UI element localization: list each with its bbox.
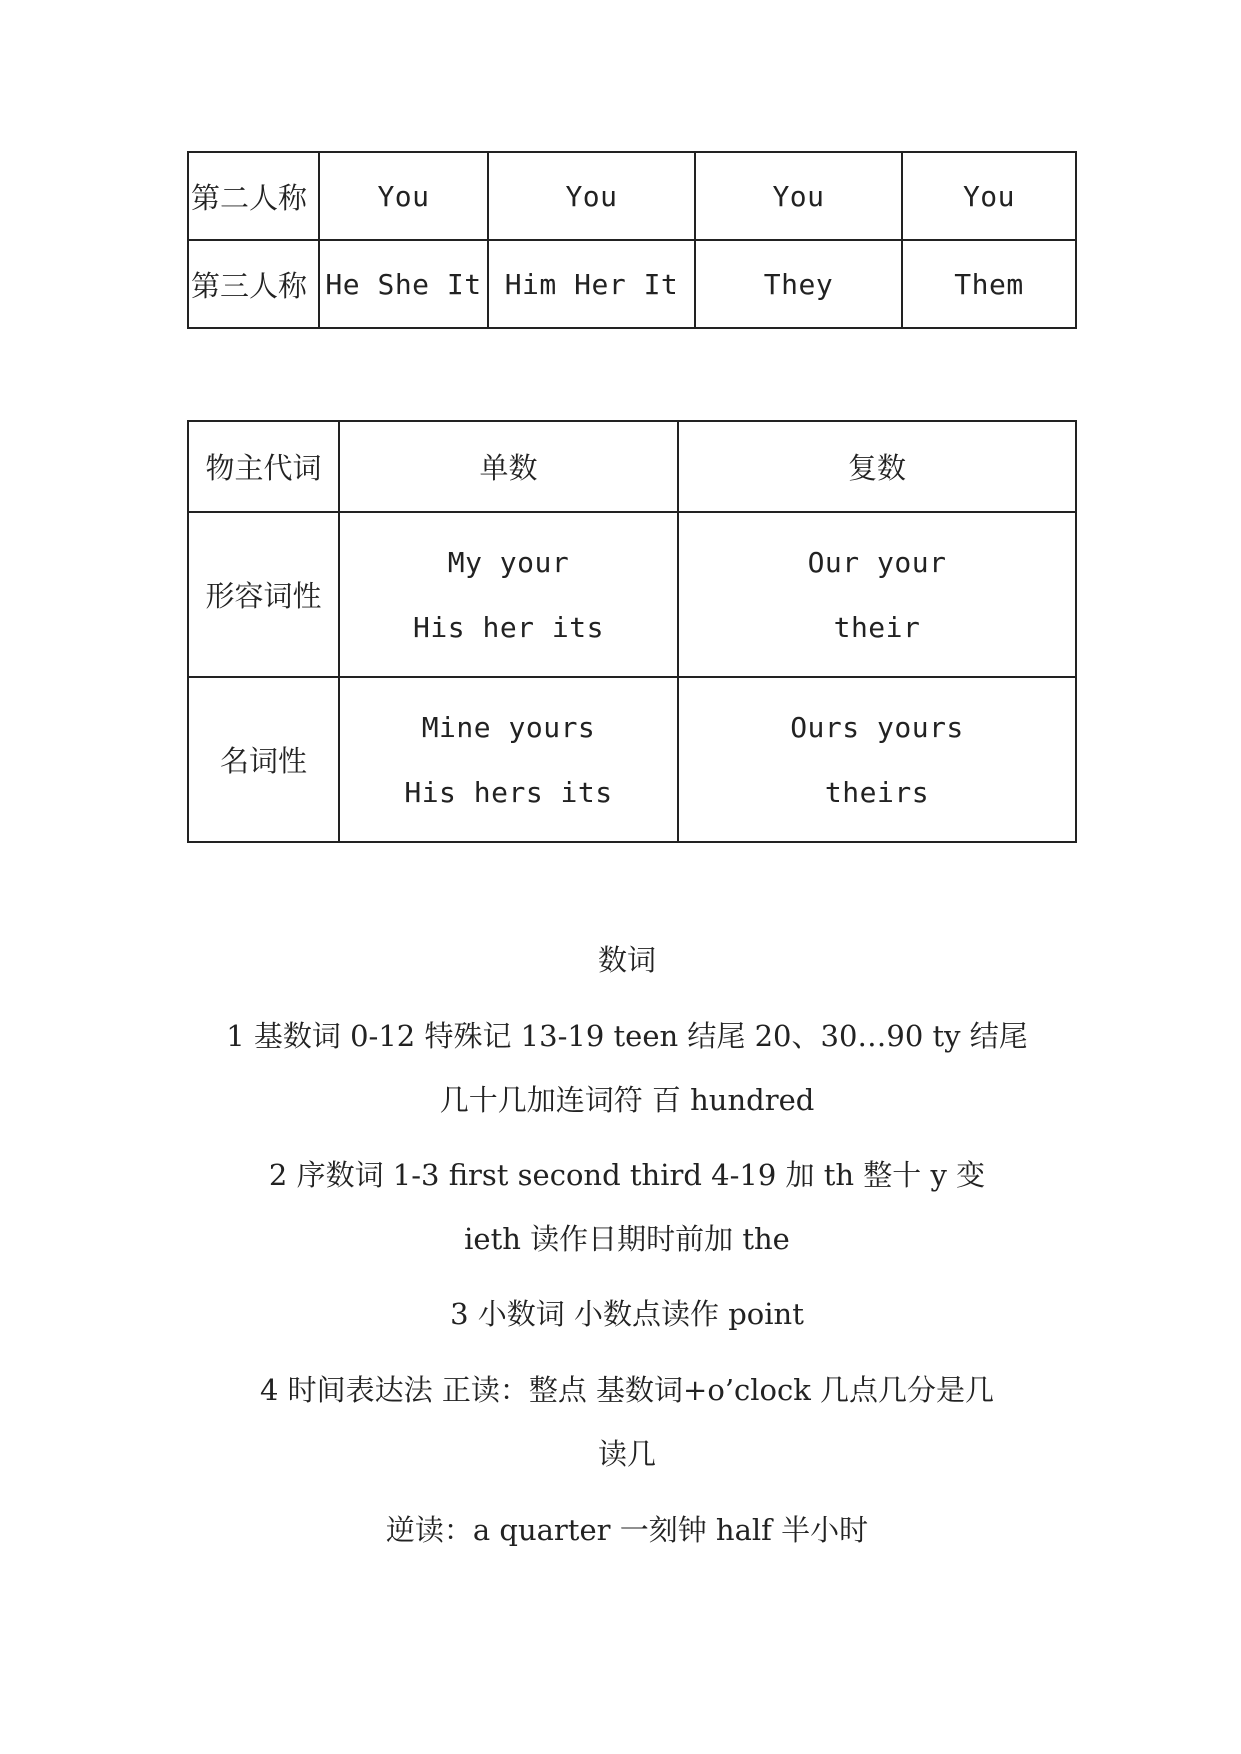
plural-cell [678, 677, 1076, 842]
row-label: 第二人称 [188, 152, 319, 240]
plural-cell [678, 512, 1076, 677]
table-row [188, 512, 1076, 677]
text-line: 读几 [597, 1437, 656, 1471]
cell-line: theirs [824, 775, 930, 809]
header-label: 物主代词 [188, 421, 339, 512]
cell-line: Our your [807, 545, 947, 579]
table-cell: You [695, 152, 902, 240]
cell-line: His hers its [404, 775, 613, 809]
section-title: 数词 [597, 943, 656, 977]
row-label: 名词性 [188, 677, 339, 842]
table-row [188, 240, 1076, 328]
singular-cell [339, 512, 678, 677]
cell-line: His her its [413, 610, 604, 644]
text-line: ieth 读作日期时前加 the [464, 1222, 790, 1256]
cell-line: My your [447, 545, 570, 579]
text-line: 1 基数词 0-12 特殊记 13-19 teen 结尾 20、30…90 ty 结尾 [226, 1019, 1028, 1053]
row-label: 第三人称 [188, 240, 319, 328]
table-cell: You [319, 152, 488, 240]
personal-pronoun-table [187, 151, 1077, 329]
table-cell: You [902, 152, 1076, 240]
table-row [188, 677, 1076, 842]
table-cell: Him Her It [488, 240, 695, 328]
text-line: 逆读：a quarter 一刻钟 half 半小时 [385, 1513, 869, 1547]
singular-cell [339, 677, 678, 842]
table-row [188, 152, 1076, 240]
table-cell: You [488, 152, 695, 240]
table-cell: They [695, 240, 902, 328]
table-cell: Them [902, 240, 1076, 328]
text-line: 3 小数词 小数点读作 point [450, 1297, 804, 1331]
table-header-row [188, 421, 1076, 512]
cell-line: their [833, 610, 921, 644]
text-line: 2 序数词 1-3 first second third 4-19 加 th 整十 y 变 [268, 1158, 986, 1192]
header-plural: 复数 [678, 421, 1076, 512]
cell-line: Mine yours [421, 710, 596, 744]
cell-line: Ours yours [790, 710, 964, 744]
header-singular: 单数 [339, 421, 678, 512]
text-line: 4 时间表达法 正读：整点 基数词+o’clock 几点几分是几 [259, 1373, 995, 1407]
text-line: 几十几加连词符 百 hundred [439, 1083, 815, 1117]
possessive-pronoun-table [187, 420, 1077, 843]
row-label: 形容词性 [188, 512, 339, 677]
table-cell: He She It [319, 240, 488, 328]
